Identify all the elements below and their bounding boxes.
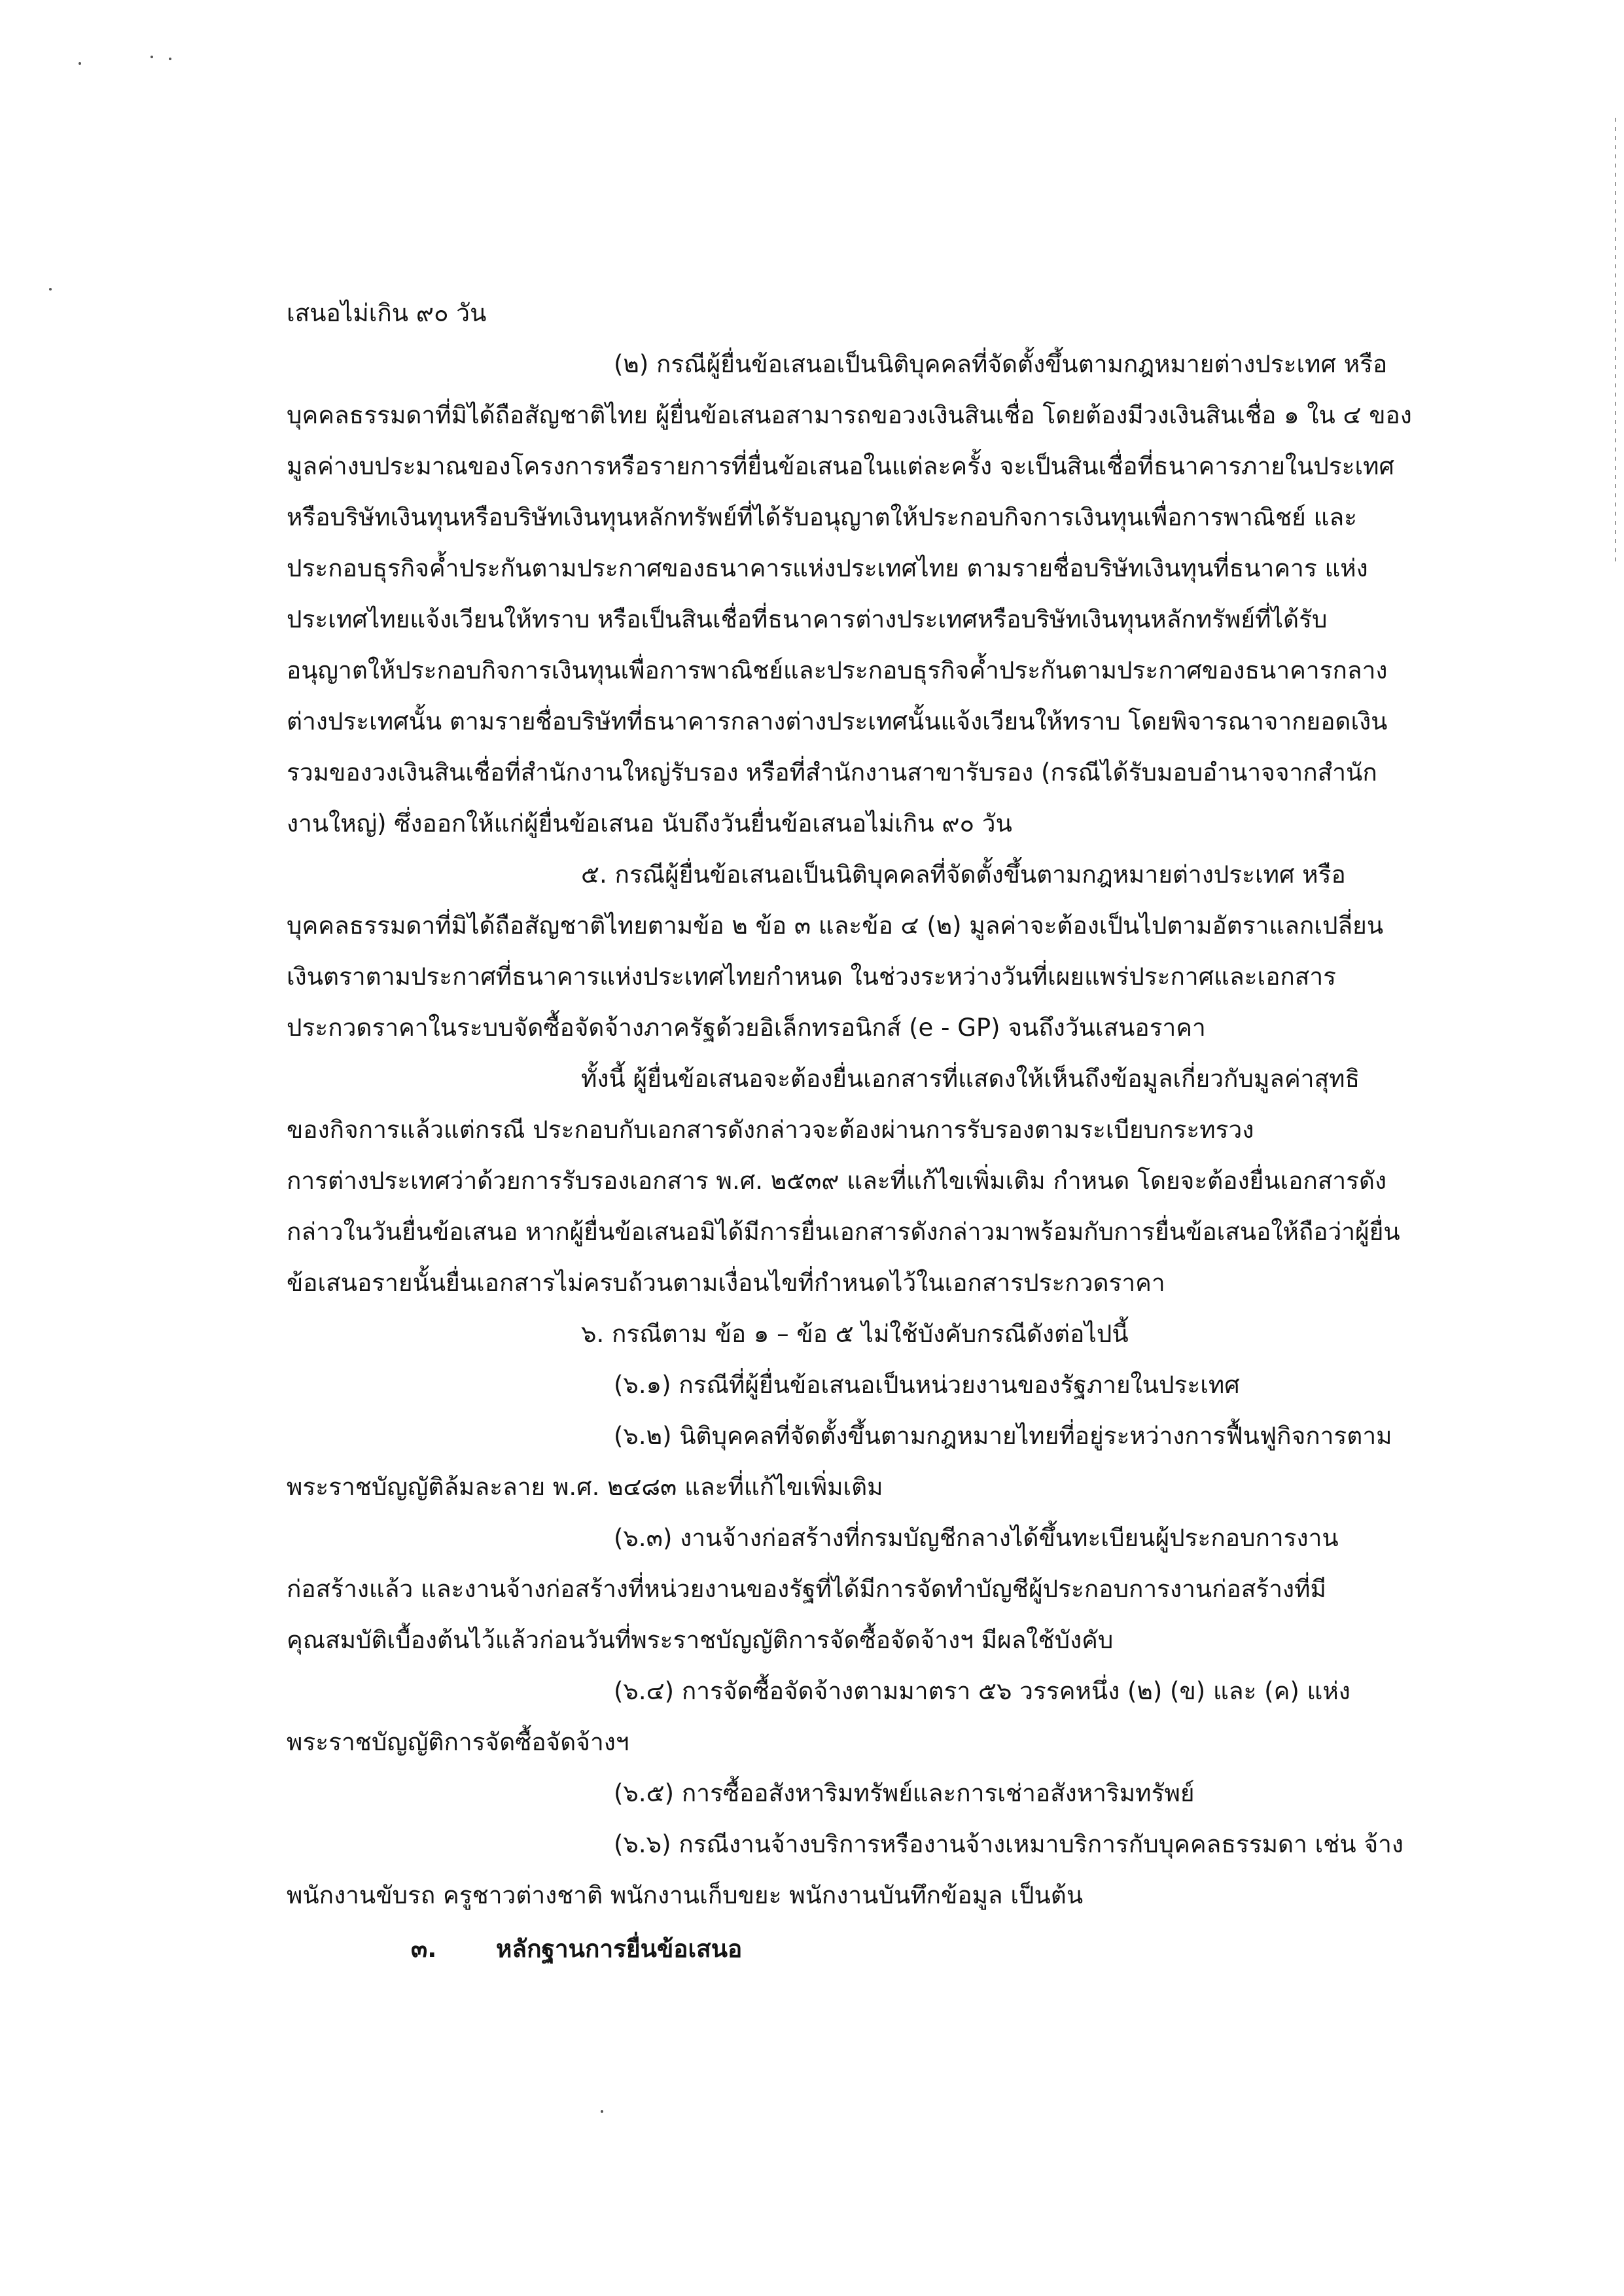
- text-line: คุณสมบัติเบื้องต้นไว้แล้วก่อนวันที่พระราชบัญญัติการจัดซื้อจัดจ้างฯ มีผลใช้บังคับ: [287, 1626, 1114, 1654]
- text-line: ๕. กรณีผู้ยื่นข้อเสนอเป็นนิติบุคคลที่จัดตั้งขึ้นตามกฎหมายต่างประเทศ หรือ: [581, 860, 1346, 889]
- text-line: ข้อเสนอรายนั้นยื่นเอกสารไม่ครบถ้วนตามเงื่อนไขที่กำหนดไว้ในเอกสารประกวดราคา: [287, 1269, 1165, 1297]
- text-line: มูลค่างบประมาณของโครงการหรือรายการที่ยื่นข้อเสนอในแต่ละครั้ง จะเป็นสินเชื่อที่ธนาคารภายในประเทศ: [287, 452, 1395, 480]
- text-line: (๖.๕) การซื้ออสังหาริมทรัพย์และการเช่าอสังหาริมทรัพย์: [614, 1779, 1195, 1807]
- text-line: (๖.๑) กรณีที่ผู้ยื่นข้อเสนอเป็นหน่วยงานของรัฐภายในประเทศ: [614, 1371, 1240, 1399]
- scan-speck: [601, 2110, 603, 2113]
- text-line: เงินตราตามประกาศที่ธนาคารแห่งประเทศไทยกำหนด ในช่วงระหว่างวันที่เผยแพร่ประกาศและเอกสาร: [287, 963, 1337, 991]
- scan-speck: [169, 58, 171, 60]
- text-line: พนักงานขับรถ ครูชาวต่างชาติ พนักงานเก็บขยะ พนักงานบันทึกข้อมูล เป็นต้น: [287, 1881, 1084, 1909]
- text-line: เสนอไม่เกิน ๙๐ วัน: [287, 299, 487, 327]
- text-line: บุคคลธรรมดาที่มิได้ถือสัญชาติไทยตามข้อ ๒ ข้อ ๓ และข้อ ๔ (๒) มูลค่าจะต้องเป็นไปตามอัตราแลกเปลี่ยน: [287, 911, 1384, 940]
- text-line: (๖.๓) งานจ้างก่อสร้างที่กรมบัญชีกลางได้ขึ้นทะเบียนผู้ประกอบการงาน: [614, 1524, 1339, 1552]
- text-line: ของกิจการแล้วแต่กรณี ประกอบกับเอกสารดังกล่าวจะต้องผ่านการรับรองตามระเบียบกระทรวง: [287, 1116, 1254, 1144]
- text-line: ๖. กรณีตาม ข้อ ๑ – ข้อ ๕ ไม่ใช้บังคับกรณีดังต่อไปนี้: [581, 1320, 1129, 1348]
- scan-speck: [150, 56, 153, 58]
- text-line: (๖.๖) กรณีงานจ้างบริการหรืองานจ้างเหมาบริการกับบุคคลธรรมดา เช่น จ้าง: [614, 1830, 1403, 1858]
- text-line: ประเทศไทยแจ้งเวียนให้ทราบ หรือเป็นสินเชื่อที่ธนาคารต่างประเทศหรือบริษัทเงินทุนหลักทรัพย์ที่ได้รับ: [287, 605, 1328, 633]
- text-line: กล่าวในวันยื่นข้อเสนอ หากผู้ยื่นข้อเสนอมิได้มีการยื่นเอกสารดังกล่าวมาพร้อมกับการยื่นข้อเสนอให้ถือว่าผู้ยื่น: [287, 1218, 1400, 1246]
- scan-speck: [49, 288, 52, 291]
- text-line: (๒) กรณีผู้ยื่นข้อเสนอเป็นนิติบุคคลที่จัดตั้งขึ้นตามกฎหมายต่างประเทศ หรือ: [614, 350, 1388, 378]
- text-line: งานใหญ่) ซึ่งออกให้แก่ผู้ยื่นข้อเสนอ นับถึงวันยื่นข้อเสนอไม่เกิน ๙๐ วัน: [287, 809, 1012, 838]
- text-line: พระราชบัญญัติล้มละลาย พ.ศ. ๒๔๘๓ และที่แก้ไขเพิ่มเติม: [287, 1473, 883, 1501]
- section-title: หลักฐานการยื่นข้อเสนอ: [496, 1935, 743, 1963]
- section-number: ๓.: [411, 1935, 437, 1963]
- text-line: ประกอบธุรกิจค้ำประกันตามประกาศของธนาคารแห่งประเทศไทย ตามรายชื่อบริษัทเงินทุนที่ธนาคาร แห่ง: [287, 554, 1368, 582]
- text-line: การต่างประเทศว่าด้วยการรับรองเอกสาร พ.ศ. ๒๕๓๙ และที่แก้ไขเพิ่มเติม กำหนด โดยจะต้องยื่นเอกสารดัง: [287, 1167, 1387, 1195]
- text-line: (๖.๔) การจัดซื้อจัดจ้างตามมาตรา ๕๖ วรรคหนึ่ง (๒) (ข) และ (ค) แห่ง: [614, 1677, 1350, 1705]
- text-line: ทั้งนี้ ผู้ยื่นข้อเสนอจะต้องยื่นเอกสารที่แสดงให้เห็นถึงข้อมูลเกี่ยวกับมูลค่าสุทธิ: [581, 1065, 1360, 1093]
- text-line: ต่างประเทศนั้น ตามรายชื่อบริษัทที่ธนาคารกลางต่างประเทศนั้นแจ้งเวียนให้ทราบ โดยพิจารณาจากยอดเงิน: [287, 707, 1388, 735]
- text-line: บุคคลธรรมดาที่มิได้ถือสัญชาติไทย ผู้ยื่นข้อเสนอสามารถขอวงเงินสินเชื่อ โดยต้องมีวงเงินสินเชื่อ ๑ ใน ๔ ของ: [287, 401, 1412, 429]
- text-line: (๖.๒) นิติบุคคลที่จัดตั้งขึ้นตามกฎหมายไทยที่อยู่ระหว่างการฟื้นฟูกิจการตาม: [614, 1422, 1392, 1450]
- text-line: พระราชบัญญัติการจัดซื้อจัดจ้างฯ: [287, 1728, 629, 1756]
- scan-edge-mark: [1615, 118, 1616, 563]
- scan-speck: [79, 62, 81, 65]
- text-line: อนุญาตให้ประกอบกิจการเงินทุนเพื่อการพาณิชย์และประกอบธุรกิจค้ำประกันตามประกาศของธนาคารกลาง: [287, 656, 1388, 684]
- text-line: หรือบริษัทเงินทุนหรือบริษัทเงินทุนหลักทรัพย์ที่ได้รับอนุญาตให้ประกอบกิจการเงินทุนเพื่อการพาณิชย์ และ: [287, 503, 1358, 531]
- text-line: ก่อสร้างแล้ว และงานจ้างก่อสร้างที่หน่วยงานของรัฐที่ได้มีการจัดทำบัญชีผู้ประกอบการงานก่อสร้างที่มี: [287, 1575, 1326, 1603]
- text-line: รวมของวงเงินสินเชื่อที่สำนักงานใหญ่รับรอง หรือที่สำนักงานสาขารับรอง (กรณีได้รับมอบอำนาจจากสำนัก: [287, 758, 1377, 786]
- text-line: ประกวดราคาในระบบจัดซื้อจัดจ้างภาครัฐด้วยอิเล็กทรอนิกส์ (e - GP) จนถึงวันเสนอราคา: [287, 1014, 1206, 1042]
